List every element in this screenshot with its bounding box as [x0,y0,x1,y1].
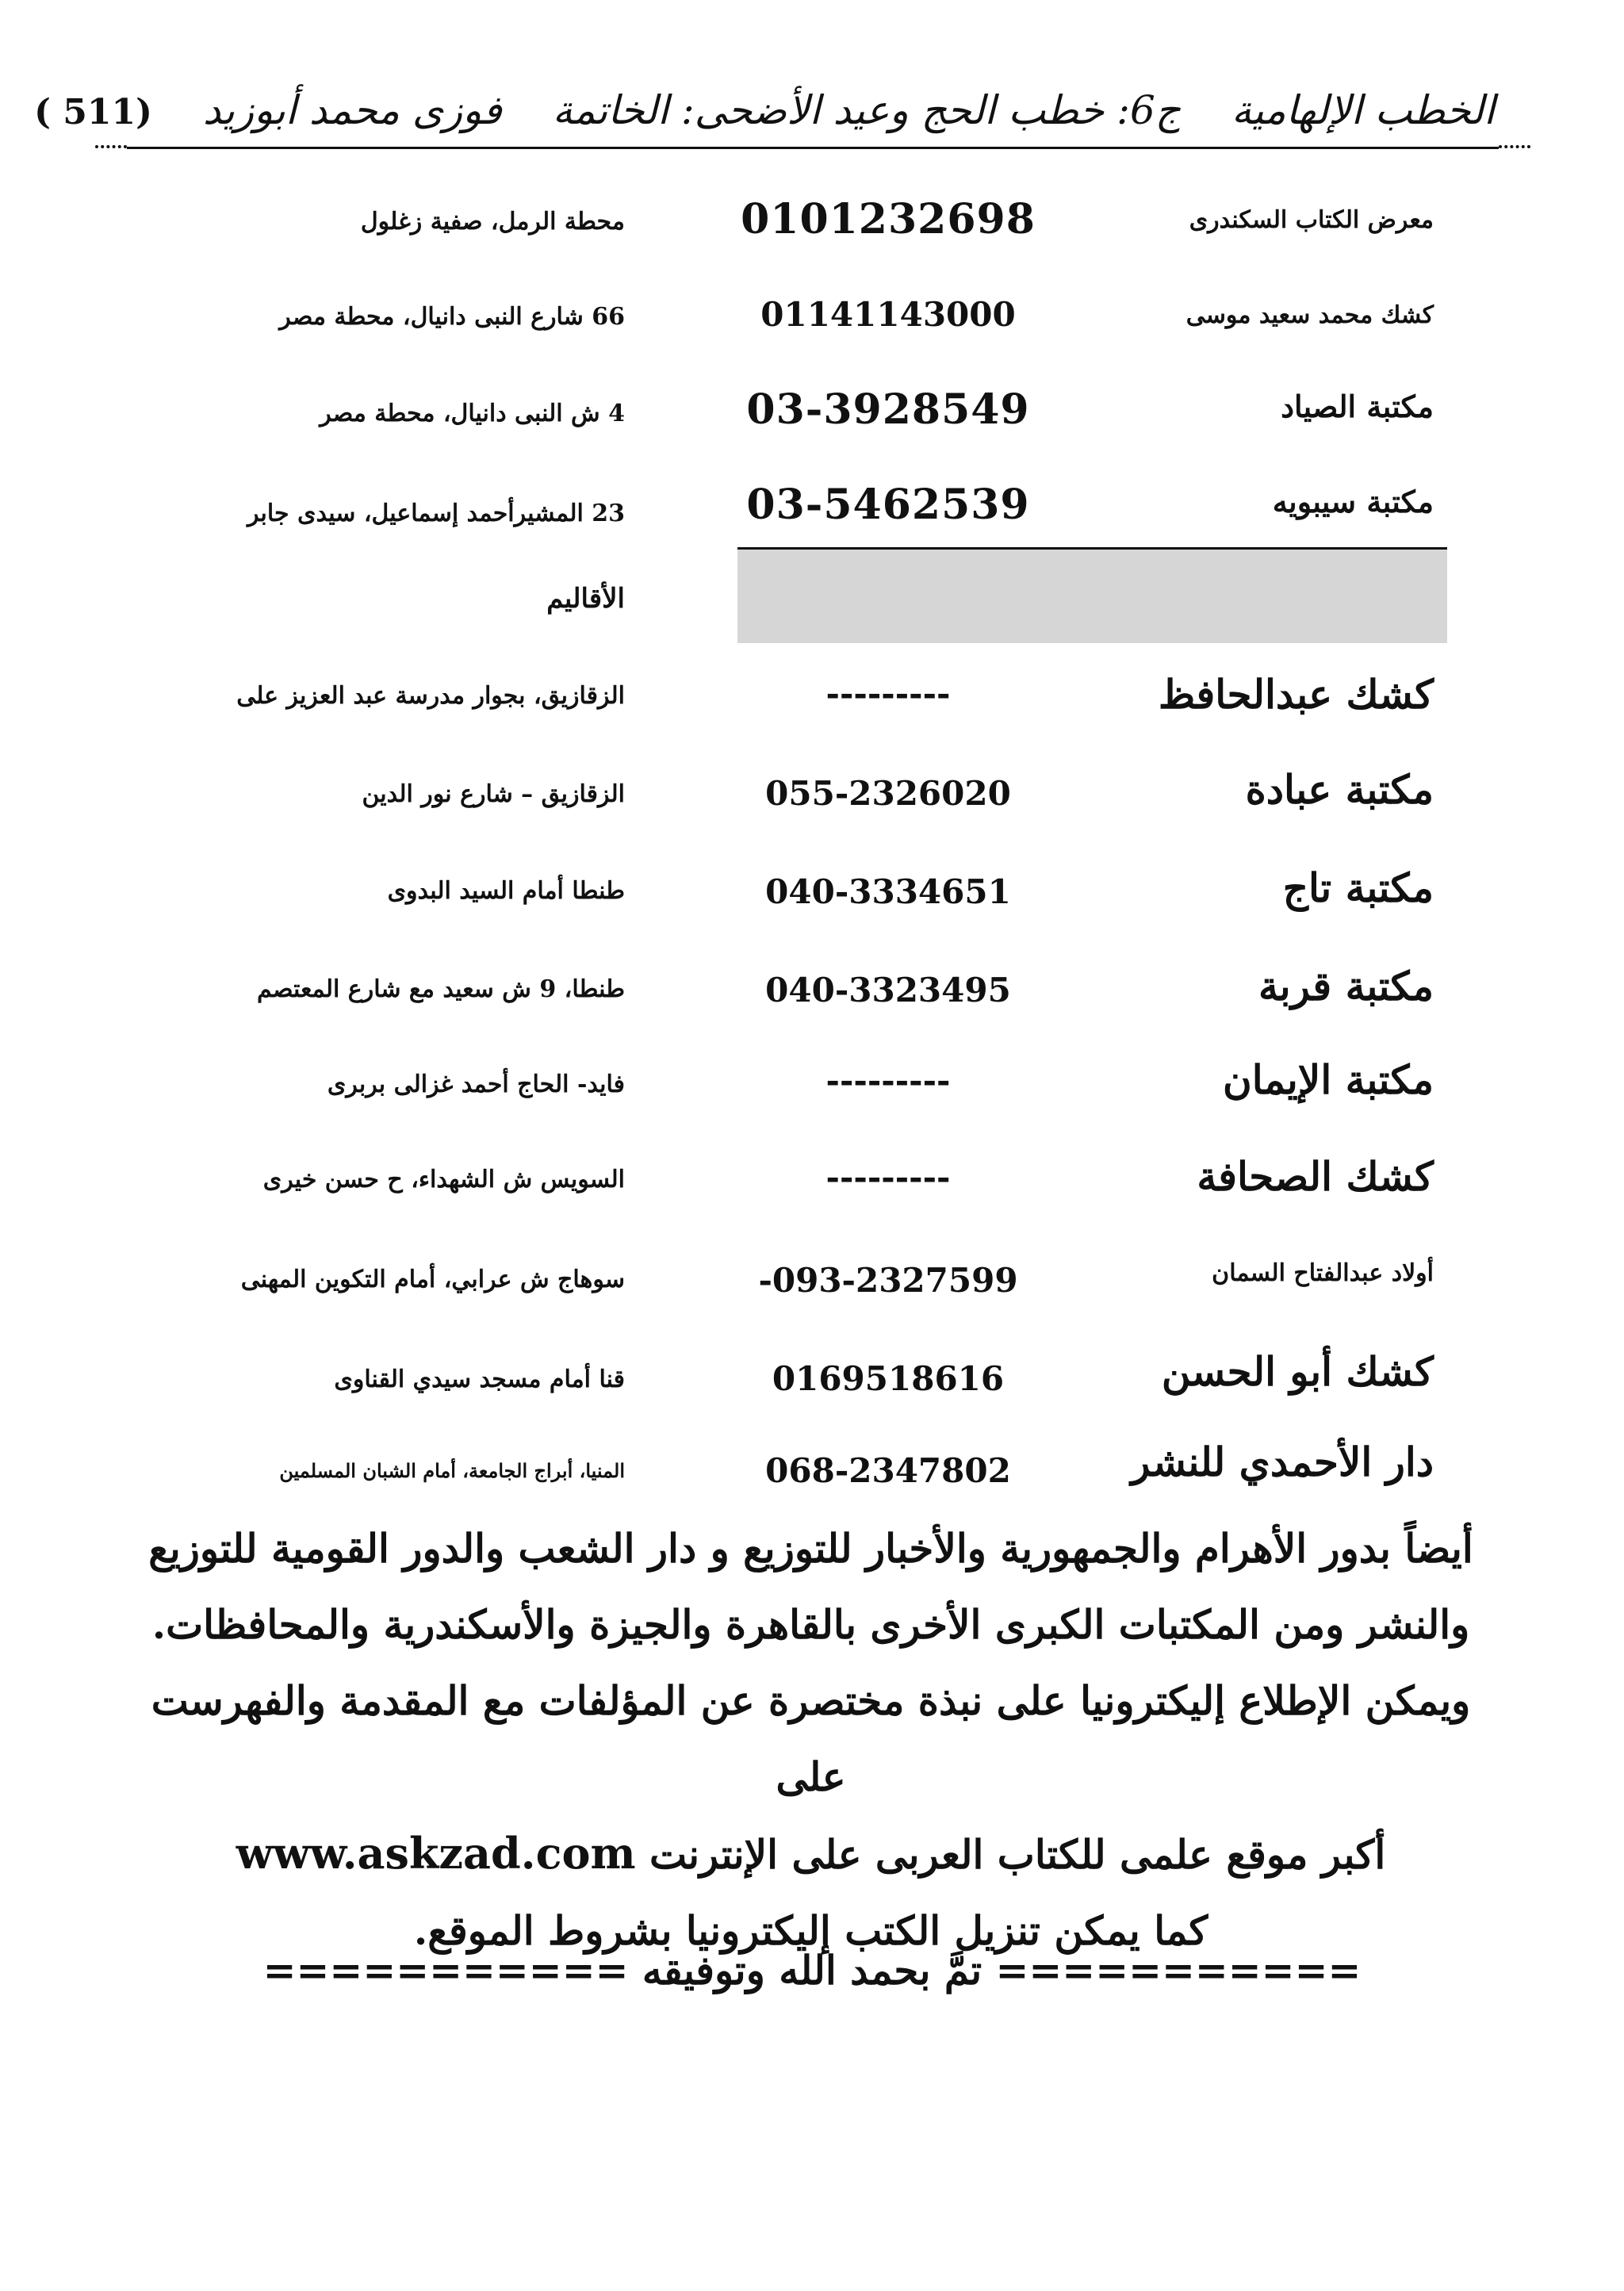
vendor-address: سوهاج ش عرابي، أمام التكوين المهنى [240,1266,625,1293]
vendor-phone: --------- [825,674,951,713]
website-link[interactable]: www.askzad.com [236,1828,636,1879]
table-row [0,666,1624,761]
vendor-address: فايد- الحاج أحمد غزالى بربرى [327,1071,625,1098]
vendor-phone: 01141143000 [760,295,1016,334]
author-name: فوزى محمد أبوزيد [202,87,502,133]
page-number: (511 ) [34,92,152,132]
vendor-phone: 0101232698 [741,195,1036,243]
table-row [0,952,1624,1047]
vendor-address: محطة الرمل، صفية زغلول [360,208,625,236]
vendor-address: طنطا أمام السيد البدوى [387,877,625,905]
vendor-address: الزقازيق، بجوار مدرسة عبد العزيز على [236,682,625,710]
table-row [0,1142,1624,1237]
vendor-address: 23 المشيرأحمد إسماعيل، سيدى جابر [247,500,625,527]
vendor-phone: --------- [825,1061,951,1100]
vendor-name: كشك عبدالحافظ [1158,671,1434,718]
vendor-address: 4 ش النبى دانيال، محطة مصر [320,400,625,427]
running-header [34,87,1495,143]
vendor-address: الزقازيق – شارع نور الدين [362,780,625,808]
region-heading: الأقاليم [546,583,625,615]
paragraph-line: أيضاً بدور الأهرام والجمهورية والأخبار للتوزيع و دار الشعب والدور القومية للتوزيع [148,1525,1473,1572]
vendor-name: معرض الكتاب السكندرى [1189,206,1434,234]
part-title: ج6: خطب الحج وعيد الأضحى: الخاتمة [552,87,1182,133]
vendor-phone: 055-2326020 [765,774,1011,813]
vendor-phone: 040-3323495 [765,971,1011,1009]
vendor-phone: -093-2327599 [758,1261,1018,1300]
vendor-address: المنيا، أبراج الجامعة، أمام الشبان المسلمين [279,1459,625,1482]
vendor-name: مكتبة تاج [1282,864,1434,911]
vendor-name: دار الأحمدي للنشر [1131,1439,1434,1485]
vendor-address: 66 شارع النبى دانيال، محطة مصر [279,303,625,331]
vendor-name: مكتبة عبادة [1245,766,1434,813]
vendor-name: كشك محمد سعيد موسى [1185,301,1434,329]
vendor-phone: 040-3334651 [765,872,1011,911]
table-row [0,856,1624,952]
table-row [0,381,1624,476]
region-shade [737,547,1447,643]
vendor-phone: 0169518616 [772,1359,1005,1398]
paragraph-line: كما يمكن تنزيل الكتب إليكترونيا بشروط الموقع. [413,1907,1208,1954]
table-row [0,1237,1624,1332]
vendor-phone: --------- [825,1158,951,1197]
table-row [0,1427,1624,1523]
header-rule [127,147,1499,149]
vendor-phone: 03-5462539 [746,481,1030,529]
table-row [0,761,1624,856]
vendor-address: طنطا، 9 ش سعيد مع شارع المعتصم [257,975,625,1003]
paragraph-text: أكبر موقع علمى للكتاب العربى على الإنترنت [649,1831,1386,1878]
vendor-name: أولاد عبدالفتاح السمان [1212,1259,1434,1287]
paragraph-line [119,1815,1503,1893]
vendor-name: مكتبة قربة [1258,963,1434,1009]
vendor-name: كشك الصحافة [1197,1153,1434,1200]
table-row [0,190,1624,285]
vendor-phone: 03-3928549 [746,385,1030,434]
table-row [0,285,1624,381]
vendor-address: السويس ش الشهداء، ح حسن خيرى [262,1166,625,1193]
paragraph-line: ويمكن الإطلاع إليكترونيا على نبذة مختصرة عن المؤلفات مع المقدمة والفهرست على [151,1677,1471,1800]
book-title: الخطب الإلهامية [1231,87,1495,133]
closing-line: =========== تمَّ بحمد الله وتوفيقه =========== [262,1947,1362,1994]
paragraph-line: والنشر ومن المكتبات الكبرى الأخرى بالقاهرة والجيزة والأسكندرية والمحافظات. [151,1601,1470,1648]
table-row [0,1332,1624,1427]
header-rule-dots-right [1499,145,1530,148]
vendor-name: كشك أبو الحسن [1161,1348,1434,1395]
vendor-name: مكتبة الصياد [1281,389,1434,424]
vendor-name: مكتبة سيبويه [1272,484,1434,519]
header-rule-dots-left [95,145,127,148]
vendor-name: مكتبة الإيمان [1223,1056,1434,1103]
vendor-address: قنا أمام مسجد سيدي القناوى [334,1366,625,1393]
vendor-phone: 068-2347802 [765,1451,1011,1490]
table-row [0,1047,1624,1142]
distribution-paragraph [119,1511,1503,1969]
